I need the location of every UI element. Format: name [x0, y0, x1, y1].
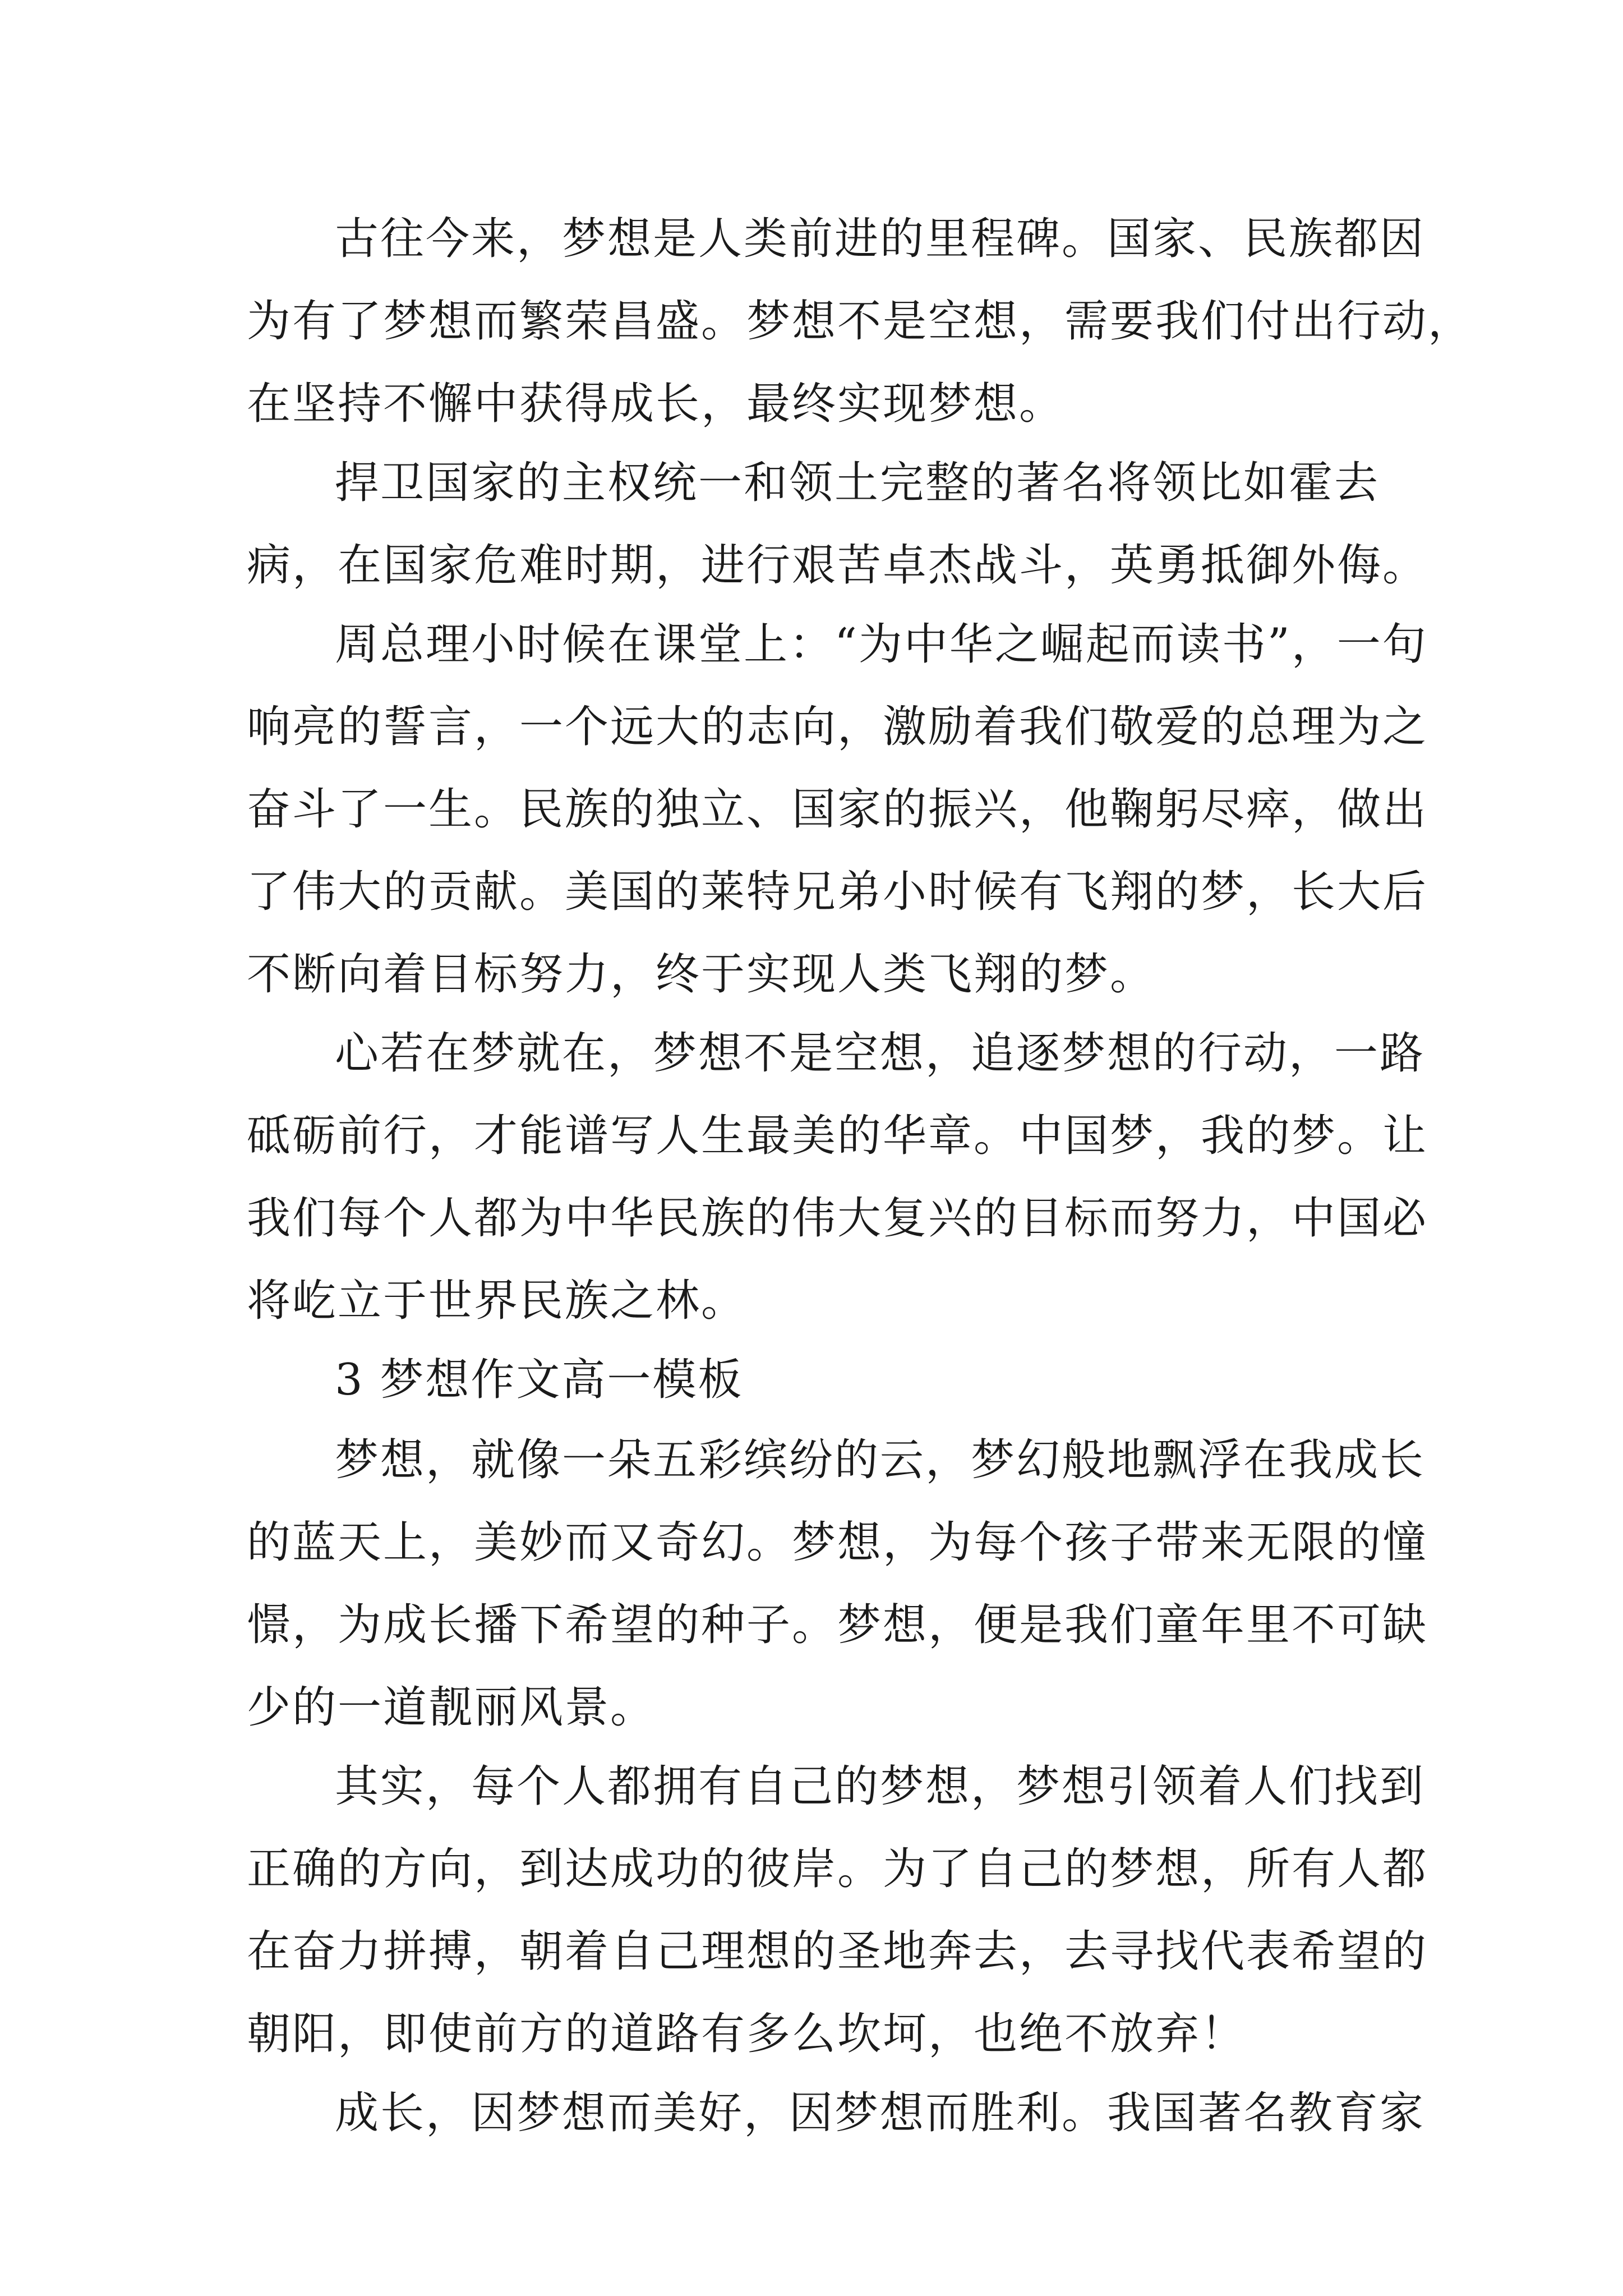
text-line: 成长，因梦想而美好，因梦想而胜利。我国著名教育家	[335, 2088, 1426, 2138]
text-line: 病，在国家危难时期，进行艰苦卓杰战斗，英勇抵御外侮。	[247, 540, 1428, 591]
text-line: 为有了梦想而繁荣昌盛。梦想不是空想，需要我们付出行动，	[247, 296, 1474, 347]
text-line: 古往今来，梦想是人类前进的里程碑。国家、民族都因	[335, 214, 1426, 264]
text-line: 其实，每个人都拥有自己的梦想，梦想引领着人们找到	[335, 1761, 1426, 1812]
text-line: 捍卫国家的主权统一和领土完整的著名将领比如霍去	[335, 458, 1380, 508]
text-line: 在奋力拼搏，朝着自己理想的圣地奔去，去寻找代表希望的	[247, 1926, 1428, 1977]
text-line: 在坚持不懈中获得成长，最终实现梦想。	[247, 379, 1065, 429]
text-line: 心若在梦就在，梦想不是空想，追逐梦想的行动，一路	[335, 1028, 1426, 1079]
section-heading: 3 梦想作文高一模板	[335, 1355, 744, 1405]
text-line: 正确的方向，到达成功的彼岸。为了自己的梦想，所有人都	[247, 1844, 1428, 1894]
text-line: 梦想，就像一朵五彩缤纷的云，梦幻般地飘浮在我成长	[335, 1435, 1426, 1485]
text-line: 的蓝天上，美妙而又奇幻。梦想，为每个孩子带来无限的憧	[247, 1517, 1428, 1568]
text-line: 朝阳，即使前方的道路有多么坎坷，也绝不放弃！	[247, 2009, 1247, 2059]
text-line: 我们每个人都为中华民族的伟大复兴的目标而努力，中国必	[247, 1193, 1428, 1244]
text-line: 憬，为成长播下希望的种子。梦想，便是我们童年里不可缺	[247, 1600, 1428, 1650]
text-line: 了伟大的贡献。美国的莱特兄弟小时候有飞翔的梦，长大后	[247, 867, 1428, 917]
text-line: 少的一道靓丽风景。	[247, 1682, 656, 1733]
text-line: 砥砺前行，才能谱写人生最美的华章。中国梦，我的梦。让	[247, 1111, 1428, 1161]
text-line: 不断向着目标努力，终于实现人类飞翔的梦。	[247, 949, 1156, 1000]
text-line: 响亮的誓言，一个远大的志向，激励着我们敬爱的总理为之	[247, 702, 1428, 752]
text-line: 周总理小时候在课堂上：“为中华之崛起而读书”，一句	[335, 619, 1428, 670]
text-line: 将屹立于世界民族之林。	[247, 1276, 747, 1326]
text-line: 奋斗了一生。民族的独立、国家的振兴，他鞠躬尽瘁，做出	[247, 784, 1428, 835]
